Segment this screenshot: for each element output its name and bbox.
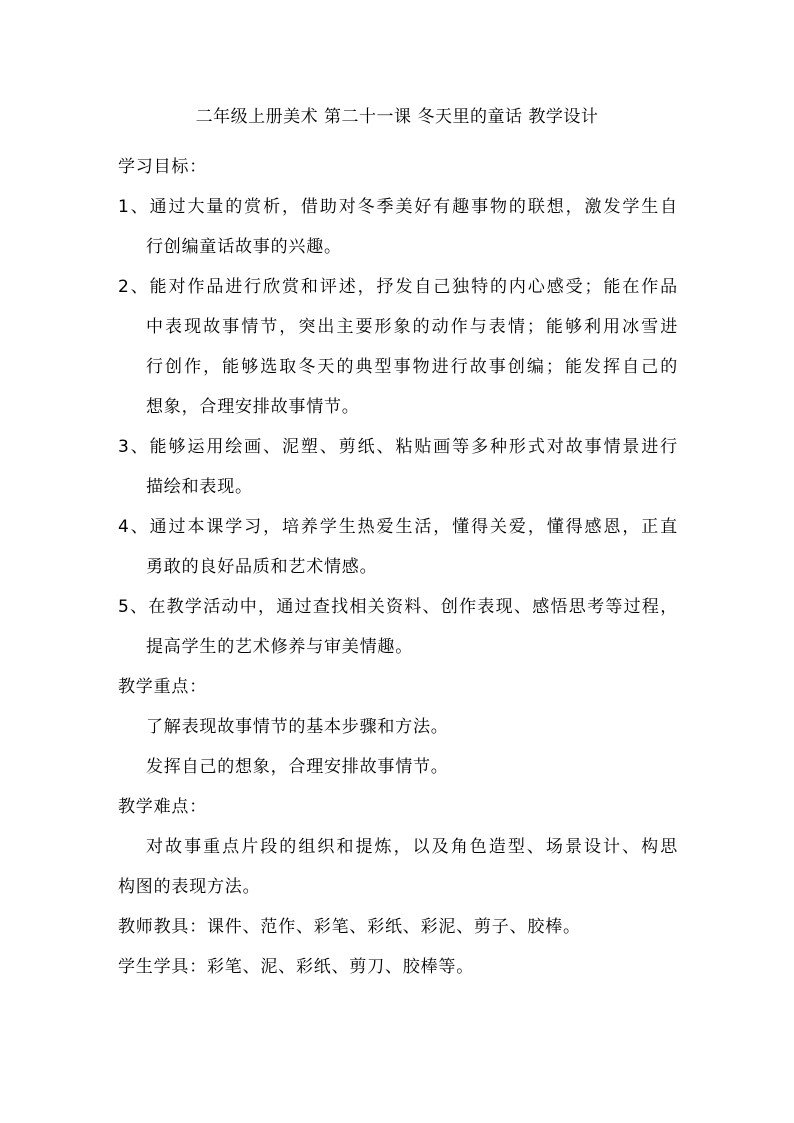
objective-2-line-4: 想象，合理安排故事情节。 (146, 397, 360, 417)
objective-2-line-2: 中表现故事情节，突出主要形象的动作与表情；能够利用冰雪进 (146, 317, 678, 337)
objectives-heading: 学习目标： (118, 157, 207, 177)
objective-2-line-3: 行创作，能够选取冬天的典型事物进行故事创编；能发挥自己的 (146, 357, 678, 377)
objective-1-line-1: 1、通过大量的赏析，借助对冬季美好有趣事物的联想，激发学生自 (118, 197, 678, 217)
objective-5-line-2: 提高学生的艺术修养与审美情趣。 (146, 637, 413, 657)
difficulty-line-2: 构图的表现方法。 (118, 877, 261, 897)
document-title: 二年级上册美术 第二十一课 冬天里的童话 教学设计 (195, 107, 599, 127)
objective-4-line-2: 勇敢的良好品质和艺术情感。 (146, 557, 378, 577)
key-point-2: 发挥自己的想象，合理安排故事情节。 (146, 757, 449, 777)
objective-3-line-1: 3、能够运用绘画、泥塑、剪纸、粘贴画等多种形式对故事情景进行 (118, 437, 678, 457)
objective-4-line-1: 4、通过本课学习，培养学生热爱生活，懂得关爱，懂得感恩，正直 (118, 517, 678, 537)
key-points-heading: 教学重点： (118, 677, 207, 697)
objective-1-line-2: 行创编童话故事的兴趣。 (146, 237, 342, 257)
difficulties-heading: 教学难点： (118, 797, 207, 817)
difficulty-line-1: 对故事重点片段的组织和提炼，以及角色造型、场景设计、构思 (146, 837, 678, 857)
student-tools: 学生学具：彩笔、泥、彩纸、剪刀、胶棒等。 (118, 957, 474, 977)
teacher-tools: 教师教具：课件、范作、彩笔、彩纸、彩泥、剪子、胶棒。 (118, 917, 581, 937)
objective-3-line-2: 描绘和表现。 (146, 477, 253, 497)
objective-5-line-1: 5、在教学活动中，通过查找相关资料、创作表现、感悟思考等过程， (118, 597, 678, 617)
document-body (118, 147, 678, 987)
objective-2-line-1: 2、能对作品进行欣赏和评述，抒发自己独特的内心感受；能在作品 (118, 277, 678, 297)
key-point-1: 了解表现故事情节的基本步骤和方法。 (146, 717, 449, 737)
